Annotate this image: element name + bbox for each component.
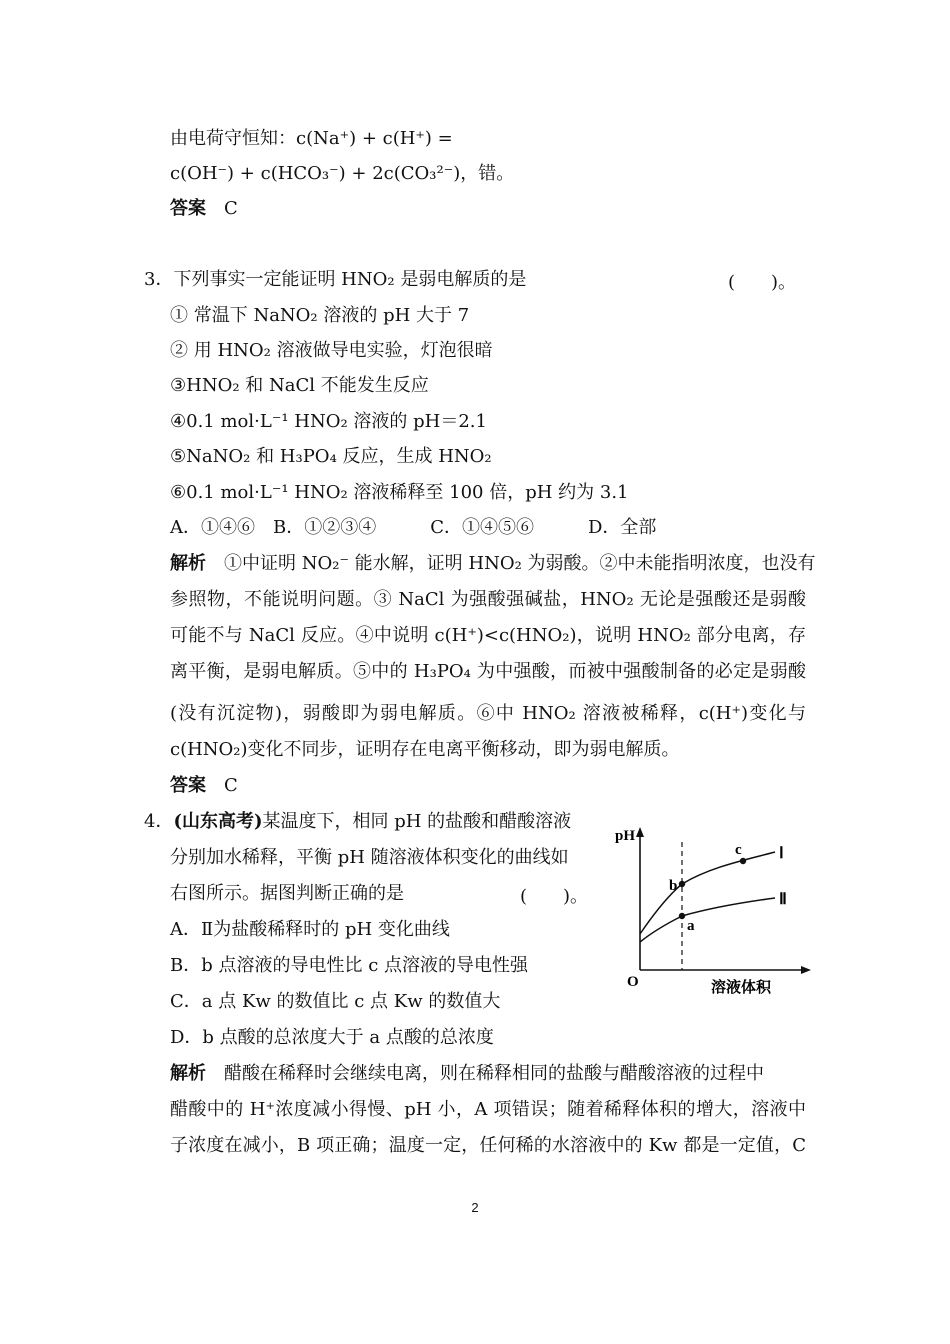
text-line: 由电荷守恒知：c(Na⁺) + c(H⁺) = [170,128,453,149]
answer-line [170,197,238,221]
option-a: A．Ⅱ为盐酸稀释时的 pH 变化曲线 [170,919,450,940]
curve-ii [640,898,775,942]
option-b: B．b 点溶液的导电性比 c 点溶液的导电性强 [170,955,528,976]
answer-blank: ( )。 [728,272,797,293]
option-c: C．a 点 Kw 的数值比 c 点 Kw 的数值大 [170,991,501,1012]
analysis-label: 解析 [170,1063,206,1084]
answer-line [170,774,238,798]
question-number: 3． [144,269,174,290]
analysis-line: c(HNO₂)变化不同步，证明存在电离平衡移动，即为弱电解质。 [170,739,680,760]
y-axis-label: pH [615,828,636,844]
curve-i [640,852,775,934]
point-b-label: b [669,878,678,894]
point-c-label: c [735,842,742,858]
x-axis-label: 溶液体积 [711,978,772,996]
question-number: 4． [144,811,174,832]
choices: A．①④⑥ B．①②③④ C．①④⑤⑥ D．全部 [170,517,657,538]
analysis-line: 可能不与 NaCl 反应。④中说明 c(H⁺)<c(HNO₂)，说明 HNO₂ 部分电离，存 [170,625,806,646]
option-3: ③HNO₂ 和 NaCl 不能发生反应 [170,375,429,396]
analysis-text: ①中证明 NO₂⁻ 能水解，证明 HNO₂ 为弱酸。②中未能指明浓度，也没有 [224,553,816,574]
point-a [679,913,685,919]
analysis-line [170,1062,764,1086]
question-text: 分别加水稀释，平衡 pH 随溶液体积变化的曲线如 [170,847,569,868]
answer-value: C [224,198,238,219]
analysis-line: 离平衡，是弱电解质。⑤中的 H₃PO₄ 为中强酸，而被中强酸制备的必定是弱酸 [170,661,806,682]
y-axis-arrow [636,827,644,837]
answer-label: 答案 [170,775,206,796]
analysis-label: 解析 [170,553,206,574]
answer-label: 答案 [170,198,206,219]
option-1: ① 常温下 NaNO₂ 溶液的 pH 大于 7 [170,305,470,326]
answer-blank: ( )。 [520,886,589,907]
curve-i-label: Ⅰ [779,845,784,862]
page-number: 2 [471,1200,479,1215]
analysis-line: 参照物，不能说明问题。③ NaCl 为强酸强碱盐，HNO₂ 无论是强酸还是弱酸 [170,589,806,610]
answer-value: C [224,775,238,796]
origin-label: O [627,974,639,990]
text-line: c(OH⁻) + c(HCO₃⁻) + 2c(CO₃²⁻)，错。 [170,163,515,184]
question-text: 某温度下，相同 pH 的盐酸和醋酸溶液 [262,811,572,832]
option-2: ② 用 HNO₂ 溶液做导电实验，灯泡很暗 [170,340,493,361]
analysis-line: 醋酸中的 H⁺浓度减小得慢、pH 小，A 项错误；随着稀释体积的增大，溶液中 [170,1099,806,1120]
analysis-text: 醋酸在稀释时会继续电离，则在稀释相同的盐酸与醋酸溶液的过程中 [224,1063,764,1084]
question-text: 右图所示。据图判断正确的是 [170,883,404,904]
analysis-line: (没有沉淀物)，弱酸即为弱电解质。⑥中 HNO₂ 溶液被稀释，c(H⁺)变化与 [170,703,806,724]
ph-dilution-diagram [615,822,815,1002]
point-a-label: a [687,918,695,934]
point-b [679,881,685,887]
analysis-line [170,552,816,576]
point-c [740,858,746,864]
question-4 [144,810,571,834]
option-6: ⑥0.1 mol·L⁻¹ HNO₂ 溶液稀释至 100 倍，pH 约为 3.1 [170,482,629,503]
option-5: ⑤NaNO₂ 和 H₃PO₄ 反应，生成 HNO₂ [170,446,492,467]
question-source: (山东高考) [173,811,263,832]
x-axis-arrow [801,966,811,974]
curve-ii-label: Ⅱ [779,891,787,908]
option-4: ④0.1 mol·L⁻¹ HNO₂ 溶液的 pH＝2.1 [170,411,487,432]
question-text: 下列事实一定能证明 HNO₂ 是弱电解质的是 [173,269,527,290]
option-d: D．b 点酸的总浓度大于 a 点酸的总浓度 [170,1027,494,1048]
question-3 [144,268,526,292]
analysis-line: 子浓度在减小，B 项正确；温度一定，任何稀的水溶液中的 Kw 都是一定值，C [170,1135,806,1156]
